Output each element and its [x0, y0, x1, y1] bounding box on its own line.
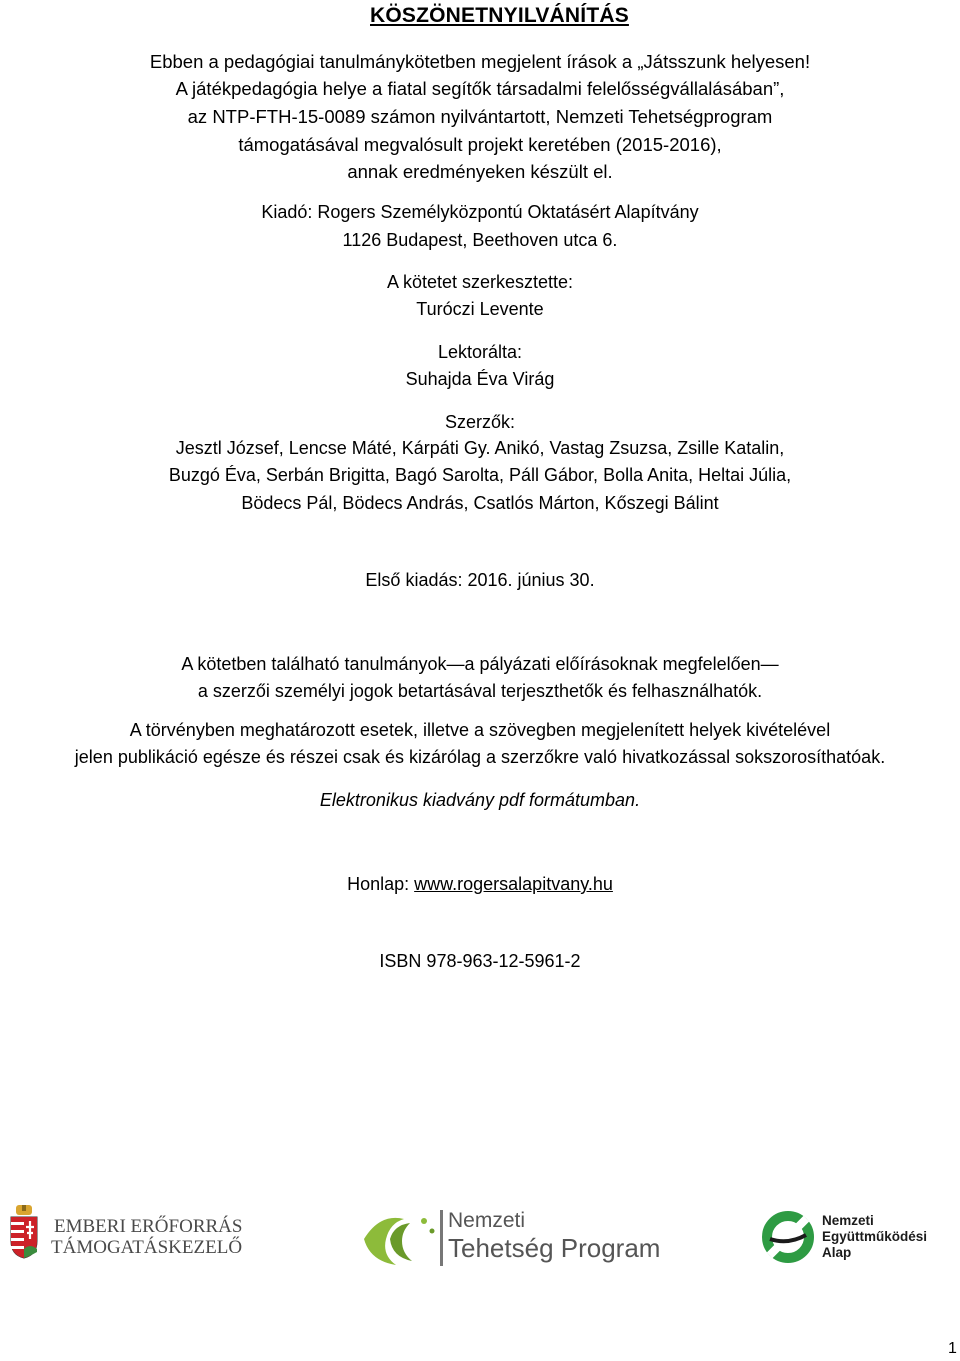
nea-logo-line-2: Együttműködési — [822, 1229, 928, 1244]
authors-line-2: Buzgó Éva, Serbán Brigitta, Bagó Sarolta, Páll Gábor, Bolla Anita, Heltai Júlia, — [168, 465, 792, 485]
ntp-swoosh-icon — [360, 1209, 440, 1269]
rights-line-1: A kötetben található tanulmányok—a pályázati előírásoknak megfelelően— — [181, 654, 779, 674]
nea-logo-line-1: Nemzeti — [822, 1213, 874, 1228]
reviewer-label: Lektorálta: — [437, 342, 523, 362]
ntp-logo-line-1: Nemzeti — [448, 1209, 526, 1232]
authors-line-1: Jesztl József, Lencse Máté, Kárpáti Gy. Anikó, Vastag Zsuzsa, Zsille Katalin, — [175, 438, 785, 458]
page-title: KÖSZÖNETNYILVÁNÍTÁS — [370, 4, 629, 27]
authors-label: Szerzők: — [444, 412, 516, 432]
publisher-name: Kiadó: Rogers Személyközpontú Oktatásért Alapítvány — [261, 202, 699, 222]
emberi-logo-line-1: EMBERI ERŐFORRÁS — [54, 1216, 243, 1237]
reviewer-name: Suhajda Éva Virág — [405, 369, 555, 389]
law-line-1: A törvényben meghatározott esetek, illetve a szövegben megjelenített helyek kivételével — [129, 720, 831, 740]
law-line-2: jelen publikáció egésze és részei csak és kizárólag a szerzőkre való hivatkozással sokszorosíthatóak. — [74, 747, 886, 767]
ntp-logo-line-2: Tehetség Program — [448, 1233, 661, 1263]
nea-ring-icon — [760, 1209, 816, 1265]
nea-logo-line-3: Alap — [822, 1245, 852, 1260]
editor-name: Turóczi Levente — [416, 299, 544, 319]
edition-date: Első kiadás: 2016. június 30. — [365, 570, 595, 590]
intro-line-2: A játékpedagógia helye a fiatal segítők társadalmi felelősségvállalásában”, — [175, 78, 785, 99]
intro-line-3: az NTP-FTH-15-0089 számon nyilvántartott, Nemzeti Tehetségprogram — [187, 106, 773, 127]
intro-line-4: támogatásával megvalósult projekt keretében (2015-2016), — [238, 134, 722, 155]
editor-label: A kötetet szerkesztette: — [386, 272, 574, 292]
publisher-address: 1126 Budapest, Beethoven utca 6. — [342, 230, 618, 250]
homepage-link[interactable]: www.rogersalapitvany.hu — [414, 874, 613, 894]
homepage-line — [0, 874, 960, 895]
hungarian-coat-of-arms-icon — [8, 1205, 40, 1259]
nemzeti-egyuttmukodesi-alap-logo — [760, 1205, 950, 1269]
intro-line-1: Ebben a pedagógiai tanulmánykötetben megjelent írások a „Játsszunk helyesen! — [149, 51, 811, 72]
emberi-eroforras-logo — [8, 1205, 258, 1265]
nemzeti-tehetseg-program-logo — [360, 1205, 661, 1275]
format-note: Elektronikus kiadvány pdf formátumban. — [319, 790, 641, 810]
rights-line-2: a szerzői személyi jogok betartásával terjeszthetők és felhasználhatók. — [197, 681, 763, 701]
page-number: 1 — [948, 1340, 957, 1357]
intro-line-5: annak eredményeken készült el. — [347, 161, 613, 182]
authors-line-3: Bödecs Pál, Bödecs András, Csatlós Márton, Kőszegi Bálint — [241, 493, 719, 513]
isbn: ISBN 978-963-12-5961-2 — [379, 951, 581, 971]
emberi-logo-line-2: TÁMOGATÁSKEZELŐ — [51, 1237, 243, 1258]
homepage-label: Honlap: — [347, 874, 415, 894]
ntp-divider — [440, 1210, 443, 1266]
